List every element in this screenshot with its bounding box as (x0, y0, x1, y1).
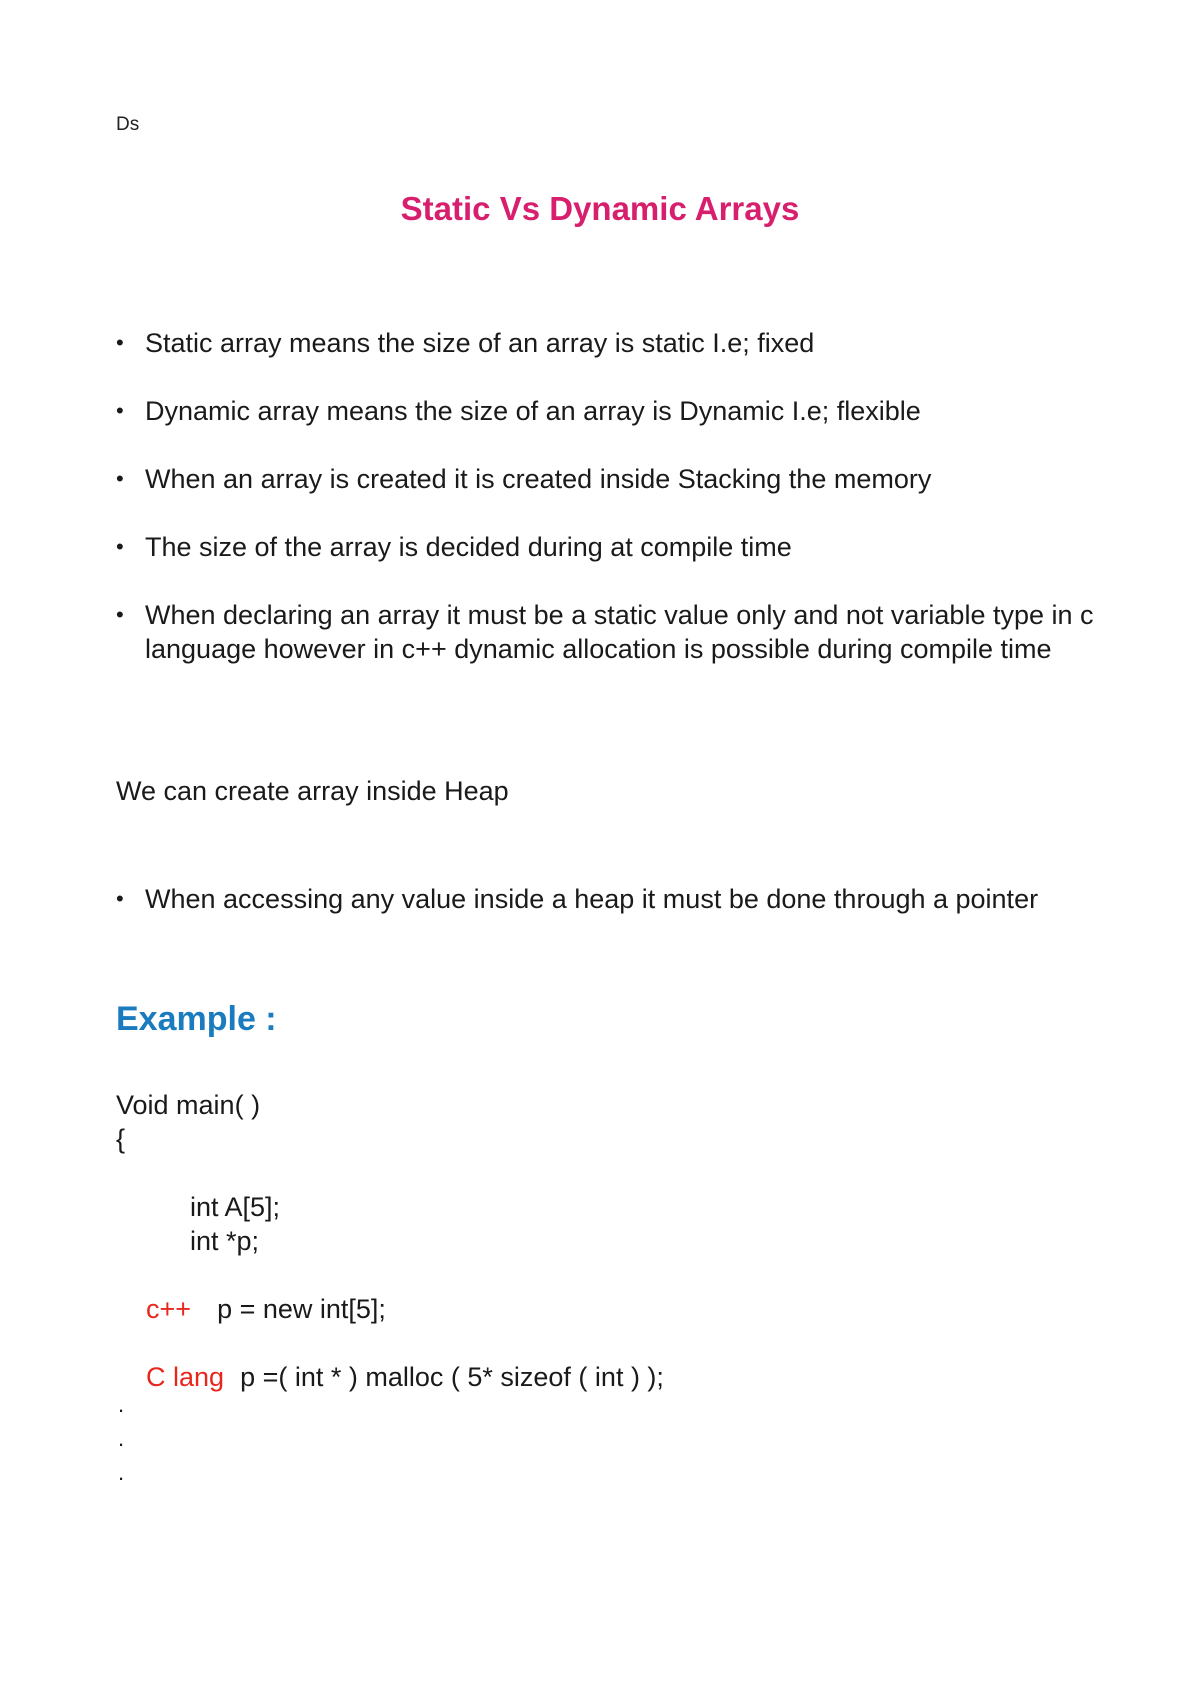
list-item: • When an array is created it is created inside Stacking the memory (116, 462, 1096, 496)
cpp-statement: p = new int[5]; (217, 1294, 386, 1324)
c-label: C lang (146, 1362, 225, 1392)
cpp-label: c++ (146, 1294, 192, 1324)
example-heading: Example : (116, 1000, 277, 1038)
header-text: Ds (116, 114, 140, 135)
list-item: • The size of the array is decided during at compile time (116, 530, 1096, 564)
list-item: • Static array means the size of an array is static I.e; fixed (116, 326, 1096, 360)
ellipsis-dot: . (118, 1392, 125, 1417)
code-line: { (116, 1124, 126, 1154)
bullet-list (116, 326, 1096, 700)
heap-statement: We can create array inside Heap (116, 776, 509, 806)
list-item: • When declaring an array it must be a static value only and not variable type in c language however in c++ dynamic allocation is possible during compile time (116, 598, 1096, 666)
list-item: • Dynamic array means the size of an array is Dynamic I.e; flexible (116, 394, 1096, 428)
c-statement: p =( int * ) malloc ( 5* sizeof ( int ) ); (240, 1362, 664, 1392)
code-line: int A[5]; (190, 1192, 281, 1222)
ellipsis-dot: . (118, 1426, 125, 1451)
page-title: Static Vs Dynamic Arrays (400, 190, 800, 227)
heap-bullet-list (116, 882, 1096, 916)
ellipsis-dot: . (118, 1460, 125, 1485)
code-line-c (116, 1326, 664, 1428)
code-line: int *p; (190, 1226, 260, 1256)
list-item: • When accessing any value inside a heap it must be done through a pointer (116, 882, 1096, 916)
code-line: Void main( ) (116, 1090, 261, 1120)
